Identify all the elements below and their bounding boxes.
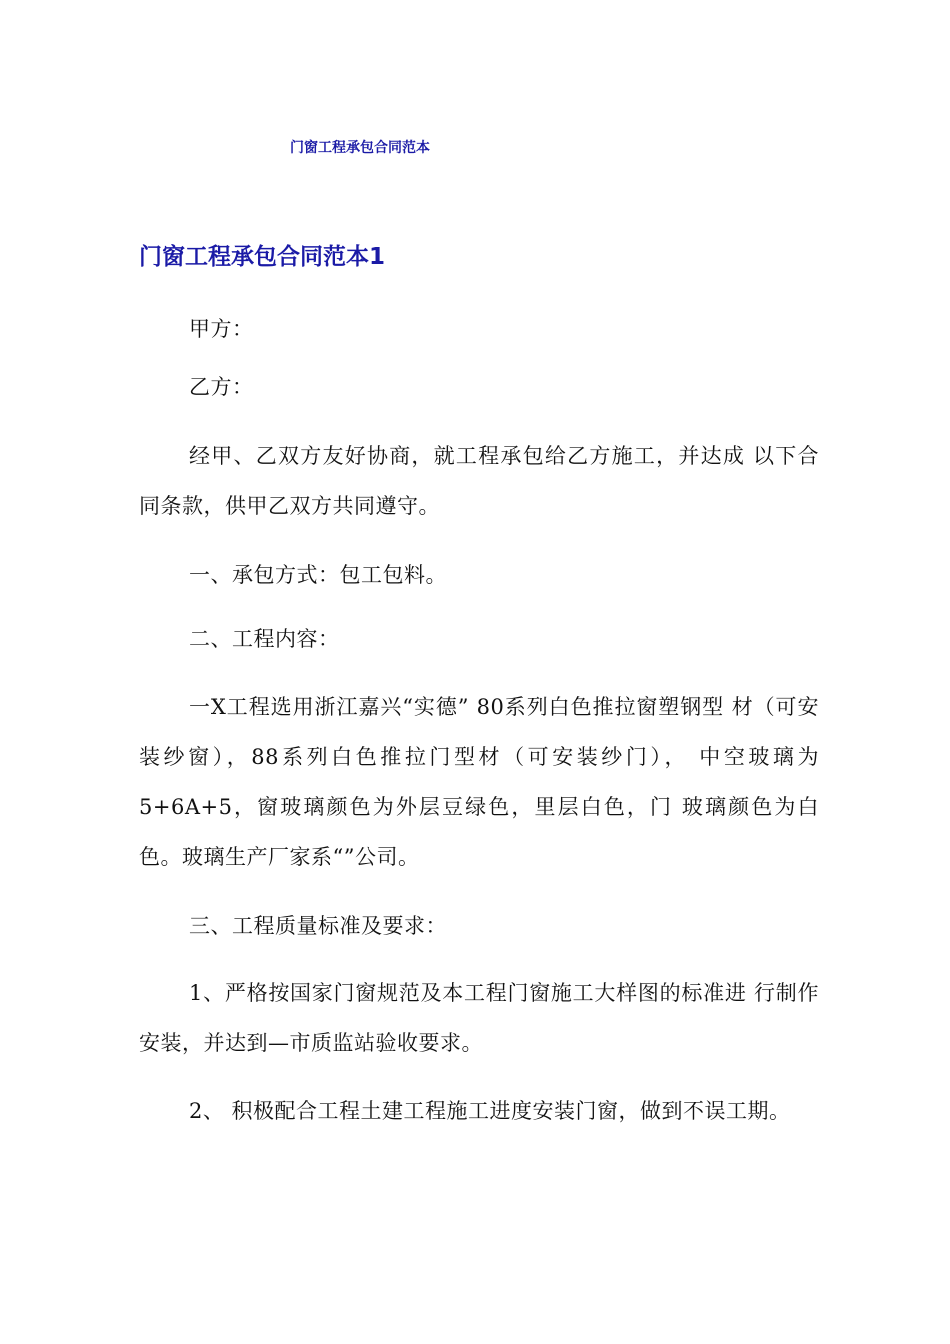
- paragraph-materials: 一X工程选用浙江嘉兴“实德” 80系列白色推拉窗塑钢型 材（可安装纱窗），88系列白色推拉门型材（可安装纱门）， 中空玻璃为5+6A+5，窗玻璃颜色为外层豆绿色，里层白色，门 玻璃颜色为白色。玻璃生产厂家系“”公司。: [139, 695, 819, 869]
- paragraph-section-3: 三、工程质量标准及要求：: [189, 914, 447, 938]
- paragraph-item-2: 2、 积极配合工程土建工程施工进度安装门窗，做到不误工期。: [189, 1099, 791, 1123]
- paragraph-party-b: 乙方：: [189, 375, 254, 399]
- paragraph-item-1: 1、严格按国家门窗规范及本工程门窗施工大样图的标准进 行制作安装，并达到—市质监站验收要求。: [139, 981, 819, 1055]
- paragraph-party-a: 甲方：: [189, 317, 254, 341]
- paragraph-section-1: 一、承包方式：包工包料。: [189, 563, 447, 587]
- paragraph-intro: 经甲、乙双方友好协商，就工程承包给乙方施工，并达成 以下合同条款，供甲乙双方共同遵守。: [139, 444, 819, 518]
- document-heading: 门窗工程承包合同范本1: [139, 244, 386, 270]
- paragraph-section-2: 二、工程内容：: [189, 627, 340, 651]
- page-header-title: 门窗工程承包合同范本: [290, 140, 430, 156]
